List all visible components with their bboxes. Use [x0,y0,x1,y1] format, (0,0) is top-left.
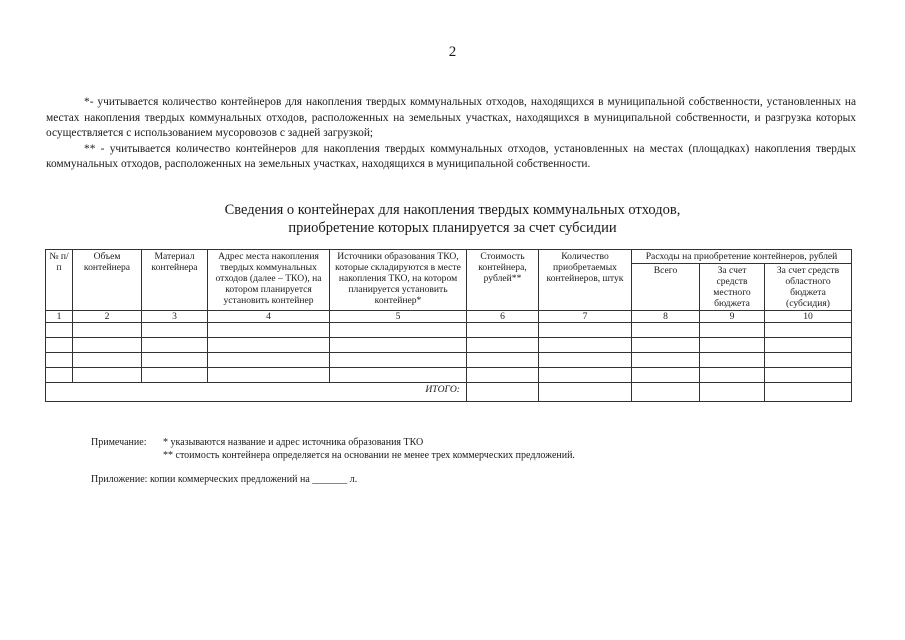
table-cell [700,368,765,383]
table-cell [208,368,330,383]
containers-table [45,249,852,402]
table-cell [330,323,467,338]
column-number: 1 [46,311,73,323]
table-cell [208,323,330,338]
table-cell [330,353,467,368]
table-cell [73,323,142,338]
total-row [46,383,852,402]
table-cell [700,323,765,338]
footnote-double-asterisk: ** - учитывается количество контейнеров для накопления твердых коммунальных отходов, установленных на местах (площадках) накопления твердых коммунальных отходов, расположенных на земельных участках, находящихся в муниципальной собственности. [46,142,856,170]
table-cell [142,353,208,368]
header-row-1 [46,250,852,264]
table-cell [73,368,142,383]
table-cell [73,353,142,368]
table-title-line-2: приобретение которых планируется за счет субсидии [288,220,617,236]
header-regional-budget: За счет средств областного бюджета (субсидия) [765,264,852,311]
footnotes [46,95,856,173]
table-cell [46,353,73,368]
table-cell [330,338,467,353]
table-cell [142,338,208,353]
table-cell [467,338,539,353]
header-material: Материал контейнера [142,250,208,311]
table-cell [467,323,539,338]
note-item: ** стоимость контейнера определяется на основании не менее трех коммерческих предложений. [163,450,575,461]
table-cell [330,368,467,383]
table-title-line-1: Сведения о контейнерах для накопления твердых коммунальных отходов, [224,202,681,218]
column-number: 4 [208,311,330,323]
table-row [46,323,852,338]
table-cell [765,338,852,353]
total-quantity-cell [539,383,632,402]
column-numbers-row [46,311,852,323]
total-sum-cell [632,383,700,402]
header-sources: Источники образования ТКО, которые складируются в месте накопления ТКО, на котором планируется установить контейнер* [330,250,467,311]
table-cell [46,323,73,338]
table-title [0,201,905,237]
table-cell [700,353,765,368]
table-cell [765,353,852,368]
header-number: № п/п [46,250,73,311]
column-number: 2 [73,311,142,323]
notes-label: Примечание: [91,437,147,448]
table-cell [765,323,852,338]
column-number: 10 [765,311,852,323]
table-cell [539,353,632,368]
header-address: Адрес места накопления твердых коммунальных отходов (далее – ТКО), на котором планируется установить контейнер [208,250,330,311]
total-local-cell [700,383,765,402]
table-cell [700,338,765,353]
table-cell [632,353,700,368]
table-cell [539,368,632,383]
header-expenses: Расходы на приобретение контейнеров, рублей [632,250,852,264]
table-cell [539,323,632,338]
table-cell [73,338,142,353]
table-row [46,368,852,383]
table-cell [142,368,208,383]
footnote-single-asterisk: *- учитывается количество контейнеров для накопления твердых коммунальных отходов, находящихся в муниципальной собственности, установленных на местах накопления твердых коммунальных отходов, расположенных на земельных участках, находящихся в муниципальной собственности, и разгрузка которых осуществляется с использованием мусоровозов с задней загрузкой; [46,96,856,139]
appendix-line: Приложение: копии коммерческих предложений на _______ л. [91,474,358,485]
header-cost: Стоимость контейнера, рублей** [467,250,539,311]
table-cell [142,323,208,338]
note-item: * указываются название и адрес источника образования ТКО [163,437,424,448]
table-cell [765,368,852,383]
header-quantity: Количество приобретаемых контейнеров, штук [539,250,632,311]
table-cell [208,338,330,353]
table-cell [467,353,539,368]
column-number: 3 [142,311,208,323]
total-regional-cell [765,383,852,402]
total-cost-cell [467,383,539,402]
header-total: Всего [632,264,700,311]
table-cell [632,368,700,383]
column-number: 9 [700,311,765,323]
column-number: 7 [539,311,632,323]
table-cell [539,338,632,353]
table-cell [46,338,73,353]
header-local-budget: За счет средств местного бюджета [700,264,765,311]
column-number: 8 [632,311,700,323]
table-cell [46,368,73,383]
table-row [46,353,852,368]
total-label: ИТОГО: [46,383,467,402]
header-volume: Объем контейнера [73,250,142,311]
table-cell [467,368,539,383]
page-number: 2 [448,44,457,60]
notes-items [163,436,575,462]
column-number: 6 [467,311,539,323]
column-number: 5 [330,311,467,323]
table-cell [632,338,700,353]
table-cell [208,353,330,368]
table-row [46,338,852,353]
table-cell [632,323,700,338]
